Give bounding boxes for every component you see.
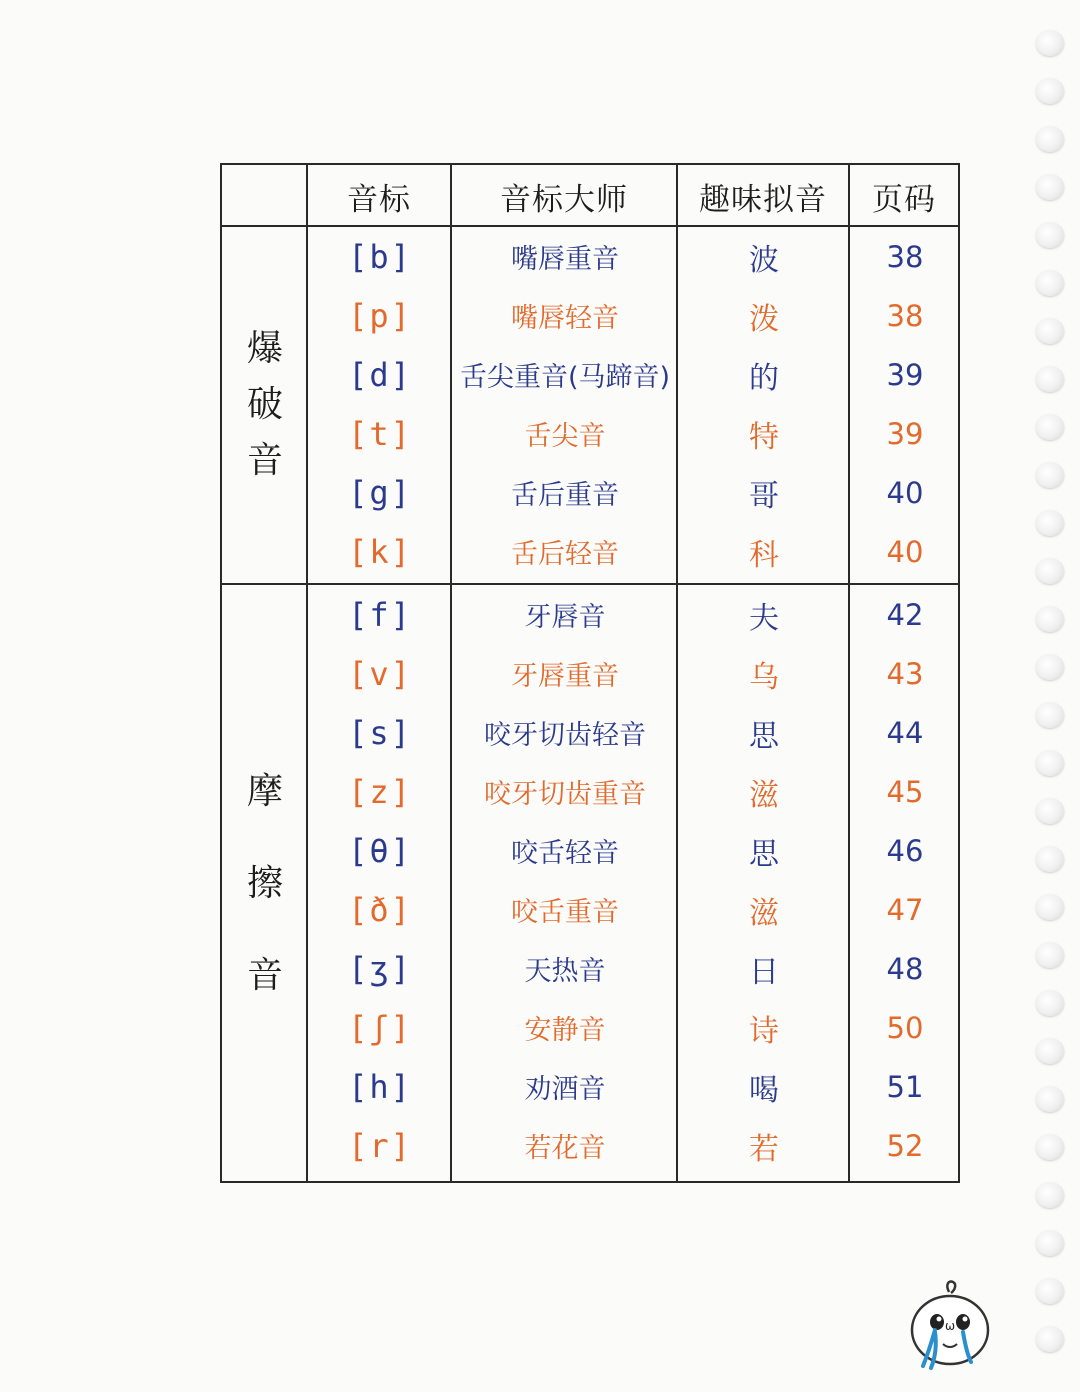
phonetic-symbol: [t] — [348, 414, 412, 453]
master-name: 咬舌重音 — [511, 897, 619, 928]
binding-hole — [1036, 318, 1064, 344]
phonetic-symbol: [h] — [348, 1067, 412, 1106]
page-number: 44 — [886, 715, 924, 750]
binding-hole — [1036, 270, 1064, 296]
fun-sound: 滋 — [749, 895, 779, 931]
table-row — [222, 644, 962, 703]
page-number: 42 — [886, 597, 924, 632]
fun-sound: 哥 — [749, 478, 779, 514]
binding-hole — [1036, 606, 1064, 632]
group-char: 破 — [246, 384, 283, 425]
table-row — [222, 762, 962, 821]
binding-hole — [1036, 414, 1064, 440]
table-row — [222, 286, 962, 345]
master-name: 劝酒音 — [524, 1074, 606, 1105]
group-char: 摩 — [246, 771, 283, 812]
binding-hole — [1036, 990, 1064, 1016]
header-fun: 趣味拟音 — [699, 181, 827, 218]
table-row — [222, 404, 962, 463]
phonetic-symbol: [p] — [348, 296, 412, 335]
phonetic-symbol: [r] — [348, 1126, 412, 1165]
master-name: 舌尖重音(马蹄音) — [459, 362, 671, 393]
table-row — [222, 703, 962, 762]
phonetic-symbol: [g] — [348, 473, 412, 512]
phonetic-symbol: [ʒ] — [348, 949, 412, 988]
fun-sound: 特 — [749, 419, 779, 455]
table-row — [222, 998, 962, 1057]
binding-hole — [1036, 846, 1064, 872]
master-name: 咬舌轻音 — [511, 838, 619, 869]
page-number: 45 — [886, 774, 924, 809]
binding-hole — [1036, 366, 1064, 392]
binding-hole — [1036, 558, 1064, 584]
group-char: 爆 — [246, 328, 283, 369]
page-number: 38 — [886, 239, 924, 274]
binding-hole — [1036, 702, 1064, 728]
phonetic-symbol: [ð] — [348, 890, 412, 929]
binding-hole — [1036, 510, 1064, 536]
master-name: 安静音 — [524, 1015, 606, 1046]
phonetic-symbol: [θ] — [348, 831, 412, 870]
table-row — [222, 463, 962, 522]
header-master: 音标大师 — [500, 181, 628, 218]
binding-hole — [1036, 30, 1064, 56]
spiral-binding — [1032, 30, 1068, 1370]
fun-sound: 诗 — [749, 1013, 779, 1049]
fun-sound: 滋 — [749, 777, 779, 813]
fun-sound: 日 — [749, 954, 779, 990]
page-number: 51 — [886, 1069, 924, 1104]
page-number: 43 — [886, 656, 924, 691]
master-name: 舌尖音 — [524, 421, 606, 452]
page-number: 38 — [886, 298, 924, 333]
page-number: 40 — [886, 534, 924, 569]
master-name: 咬牙切齿重音 — [484, 779, 646, 810]
binding-hole — [1036, 798, 1064, 824]
table-row — [222, 821, 962, 880]
binding-hole — [1036, 1230, 1064, 1256]
phonetic-symbol: [k] — [348, 532, 412, 571]
fun-sound: 波 — [749, 242, 779, 278]
master-name: 牙唇音 — [524, 602, 606, 633]
binding-hole — [1036, 1086, 1064, 1112]
header-symbol: 音标 — [347, 181, 411, 218]
header-page: 页码 — [872, 181, 936, 218]
page-number: 50 — [886, 1010, 924, 1045]
fun-sound: 夫 — [749, 600, 779, 636]
page-number: 39 — [886, 416, 924, 451]
master-name: 嘴唇轻音 — [511, 303, 619, 334]
master-name: 嘴唇重音 — [511, 244, 619, 275]
master-name: 天热音 — [524, 956, 606, 987]
phonetic-symbol: [d] — [348, 355, 412, 394]
table-row — [222, 939, 962, 998]
binding-hole — [1036, 654, 1064, 680]
table-row — [222, 1057, 962, 1116]
master-name: 舌后重音 — [511, 480, 619, 511]
master-name: 舌后轻音 — [511, 539, 619, 570]
binding-hole — [1036, 462, 1064, 488]
fun-sound: 喝 — [749, 1072, 779, 1108]
group-char: 音 — [246, 440, 283, 481]
group-char: 擦 — [246, 863, 283, 904]
master-name: 咬牙切齿轻音 — [484, 720, 646, 751]
binding-hole — [1036, 126, 1064, 152]
table-row — [222, 345, 962, 404]
fun-sound: 思 — [749, 836, 779, 872]
mascot-mouth: ω — [944, 1319, 956, 1333]
fun-sound: 若 — [749, 1131, 779, 1167]
fun-sound: 科 — [749, 537, 779, 573]
page-number: 52 — [886, 1128, 924, 1163]
binding-hole — [1036, 222, 1064, 248]
page-number: 40 — [886, 475, 924, 510]
binding-hole — [1036, 1326, 1064, 1352]
page-number: 47 — [886, 892, 924, 927]
fun-sound: 思 — [749, 718, 779, 754]
binding-hole — [1036, 1278, 1064, 1304]
binding-hole — [1036, 1038, 1064, 1064]
phonetic-symbol: [b] — [348, 237, 412, 276]
phonetic-symbol: [f] — [348, 595, 412, 634]
phonetics-table — [220, 163, 960, 1183]
fun-sound: 的 — [749, 360, 779, 396]
group-char: 音 — [246, 955, 283, 996]
page-number: 46 — [886, 833, 924, 868]
table-row — [222, 880, 962, 939]
page-number: 39 — [886, 357, 924, 392]
binding-hole — [1036, 1182, 1064, 1208]
table-row — [222, 1116, 962, 1175]
table-row — [222, 227, 962, 286]
phonetic-symbol: [v] — [348, 654, 412, 693]
binding-hole — [1036, 174, 1064, 200]
binding-hole — [1036, 942, 1064, 968]
binding-hole — [1036, 78, 1064, 104]
table-row — [222, 585, 962, 644]
master-name: 若花音 — [524, 1133, 606, 1164]
binding-hole — [1036, 1134, 1064, 1160]
binding-hole — [1036, 894, 1064, 920]
fun-sound: 泼 — [749, 301, 779, 337]
table-row — [222, 522, 962, 581]
page-number: 48 — [886, 951, 924, 986]
phonetic-symbol: [ʃ] — [348, 1008, 412, 1047]
crying-mascot-icon — [905, 1278, 995, 1373]
fun-sound: 乌 — [749, 659, 779, 695]
binding-hole — [1036, 750, 1064, 776]
master-name: 牙唇重音 — [511, 661, 619, 692]
phonetic-symbol: [s] — [348, 713, 412, 752]
phonetic-symbol: [z] — [348, 772, 412, 811]
